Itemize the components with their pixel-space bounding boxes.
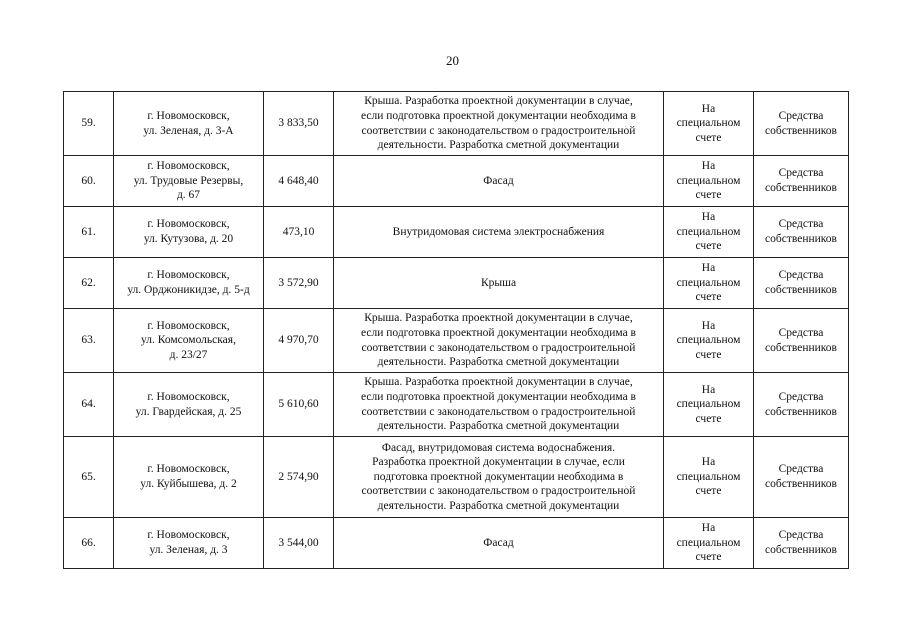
works-cell bbox=[334, 92, 664, 156]
row-number: 60. bbox=[64, 156, 114, 207]
account-cell-line: специальном bbox=[676, 334, 741, 347]
address-cell bbox=[114, 309, 264, 373]
works-cell-line: Фасад bbox=[483, 536, 514, 549]
funding-source-cell bbox=[754, 309, 849, 373]
account-cell bbox=[664, 92, 754, 156]
page-number: 20 bbox=[446, 53, 459, 68]
funding-source-cell-line: Средства bbox=[778, 269, 824, 282]
works-cell-line: соответствии с законодательством о градостроительной bbox=[361, 485, 636, 498]
address-cell-line: г. Новомосковск, bbox=[147, 160, 230, 173]
amount-cell: 4 648,40 bbox=[264, 156, 334, 207]
account-cell-line: специальном bbox=[676, 398, 741, 411]
works-cell-line: Крыша. Разработка проектной документации в случае, bbox=[364, 376, 633, 389]
table-body bbox=[64, 92, 849, 569]
funding-source-cell bbox=[754, 156, 849, 207]
account-cell bbox=[664, 437, 754, 518]
funding-source-cell-line: собственников bbox=[765, 182, 837, 194]
funding-source-cell-line: Средства bbox=[778, 167, 824, 180]
account-cell-line: На bbox=[701, 456, 716, 469]
address-cell bbox=[114, 518, 264, 569]
address-cell bbox=[114, 92, 264, 156]
works-cell bbox=[334, 207, 664, 258]
address-cell-line: г. Новомосковск, bbox=[147, 319, 230, 332]
row-number: 62. bbox=[64, 258, 114, 309]
works-cell bbox=[334, 373, 664, 437]
table-row bbox=[64, 156, 849, 207]
account-cell-line: счете bbox=[695, 291, 722, 304]
works-cell bbox=[334, 437, 664, 518]
works-cell bbox=[334, 258, 664, 309]
works-cell-line: деятельности. Разработка сметной документации bbox=[377, 499, 620, 512]
account-cell bbox=[664, 156, 754, 207]
row-number: 59. bbox=[64, 92, 114, 156]
address-cell-line: ул. Куйбышева, д. 2 bbox=[140, 478, 237, 490]
funding-source-cell bbox=[754, 518, 849, 569]
table-row bbox=[64, 258, 849, 309]
funding-source-cell-line: собственников bbox=[765, 478, 837, 490]
works-cell-line: Крыша. Разработка проектной документации в случае, bbox=[364, 95, 633, 108]
row-number: 65. bbox=[64, 437, 114, 518]
account-cell-line: счете bbox=[695, 131, 722, 144]
address-cell-line: ул. Трудовые Резервы, bbox=[133, 174, 244, 187]
account-cell bbox=[664, 207, 754, 258]
works-table bbox=[63, 91, 849, 569]
amount-cell: 4 970,70 bbox=[264, 309, 334, 373]
amount-cell: 2 574,90 bbox=[264, 437, 334, 518]
funding-source-cell bbox=[754, 373, 849, 437]
address-cell bbox=[114, 258, 264, 309]
account-cell-line: специальном bbox=[676, 276, 741, 289]
address-cell-line: ул. Гвардейская, д. 25 bbox=[135, 405, 242, 418]
account-cell-line: На bbox=[701, 102, 716, 115]
row-number: 64. bbox=[64, 373, 114, 437]
account-cell bbox=[664, 309, 754, 373]
account-cell-line: На bbox=[701, 262, 716, 275]
funding-source-cell-line: Средства bbox=[778, 109, 824, 122]
account-cell-line: счете bbox=[695, 485, 722, 498]
works-cell-line: если подготовка проектной документации необходима в bbox=[361, 390, 636, 403]
funding-source-cell bbox=[754, 258, 849, 309]
table-row bbox=[64, 207, 849, 258]
works-cell-line: Внутридомовая система электроснабжения bbox=[392, 225, 605, 238]
account-cell-line: счете bbox=[695, 348, 722, 361]
table-row bbox=[64, 92, 849, 156]
account-cell-line: специальном bbox=[676, 225, 741, 238]
funding-source-cell bbox=[754, 207, 849, 258]
funding-source-cell-line: собственников bbox=[765, 124, 837, 137]
account-cell-line: счете bbox=[695, 189, 722, 202]
amount-cell: 3 833,50 bbox=[264, 92, 334, 156]
funding-source-cell-line: собственников bbox=[765, 233, 837, 245]
funding-source-cell-line: собственников bbox=[765, 284, 837, 296]
works-cell-line: Крыша bbox=[480, 276, 517, 289]
funding-source-cell-line: Средства bbox=[778, 463, 824, 476]
works-cell-line: подготовка проектной документации необходима в bbox=[373, 470, 624, 483]
row-number: 61. bbox=[64, 207, 114, 258]
account-cell-line: На bbox=[701, 160, 716, 173]
works-cell-line: Крыша. Разработка проектной документации в случае, bbox=[364, 312, 633, 325]
works-cell bbox=[334, 518, 664, 569]
address-cell-line: ул. Кутузова, д. 20 bbox=[143, 233, 234, 245]
works-cell-line: соответствии с законодательством о градостроительной bbox=[361, 124, 636, 137]
funding-source-cell-line: собственников bbox=[765, 405, 837, 418]
row-number: 66. bbox=[64, 518, 114, 569]
table-row bbox=[64, 437, 849, 518]
funding-source-cell bbox=[754, 92, 849, 156]
account-cell-line: На bbox=[701, 383, 716, 396]
address-cell-line: д. 23/27 bbox=[169, 348, 208, 361]
account-cell-line: специальном bbox=[676, 117, 741, 130]
account-cell-line: счете bbox=[695, 551, 722, 564]
funding-source-cell-line: Средства bbox=[778, 326, 824, 339]
address-cell-line: ул. Комсомольская, bbox=[141, 334, 236, 347]
account-cell-line: специальном bbox=[676, 536, 741, 549]
account-cell-line: На bbox=[701, 319, 716, 332]
account-cell-line: специальном bbox=[676, 174, 741, 187]
works-cell-line: соответствии с законодательством о градостроительной bbox=[361, 405, 636, 418]
funding-source-cell-line: собственников bbox=[765, 544, 837, 556]
account-cell-line: специальном bbox=[676, 470, 741, 483]
account-cell bbox=[664, 373, 754, 437]
works-cell bbox=[334, 156, 664, 207]
address-cell-line: г. Новомосковск, bbox=[147, 463, 230, 476]
works-cell bbox=[334, 309, 664, 373]
funding-source-cell-line: Средства bbox=[778, 390, 824, 403]
table-row bbox=[64, 309, 849, 373]
account-cell-line: На bbox=[701, 522, 716, 535]
address-cell-line: ул. Орджоникидзе, д. 5-д bbox=[127, 284, 250, 296]
table-row bbox=[64, 373, 849, 437]
amount-cell: 5 610,60 bbox=[264, 373, 334, 437]
works-cell-line: деятельности. Разработка сметной документации bbox=[377, 420, 620, 433]
works-cell-line: если подготовка проектной документации необходима в bbox=[361, 326, 636, 339]
address-cell-line: д. 67 bbox=[176, 189, 201, 202]
funding-source-cell-line: Средства bbox=[778, 529, 824, 542]
funding-source-cell-line: собственников bbox=[765, 341, 837, 354]
amount-cell: 3 572,90 bbox=[264, 258, 334, 309]
funding-source-cell-line: Средства bbox=[778, 218, 824, 231]
address-cell bbox=[114, 373, 264, 437]
works-cell-line: Фасад, внутридомовая система водоснабжения. bbox=[381, 441, 616, 454]
table-row bbox=[64, 518, 849, 569]
amount-cell: 473,10 bbox=[264, 207, 334, 258]
address-cell-line: г. Новомосковск, bbox=[147, 218, 230, 231]
works-cell-line: Фасад bbox=[483, 174, 514, 187]
address-cell-line: ул. Зеленая, д. 3-А bbox=[143, 124, 234, 137]
works-cell-line: Разработка проектной документации в случае, если bbox=[372, 456, 625, 469]
address-cell-line: г. Новомосковск, bbox=[147, 269, 230, 282]
account-cell bbox=[664, 258, 754, 309]
address-cell-line: г. Новомосковск, bbox=[147, 390, 230, 403]
funding-source-cell bbox=[754, 437, 849, 518]
works-cell-line: деятельности. Разработка сметной документации bbox=[377, 356, 620, 369]
row-number: 63. bbox=[64, 309, 114, 373]
address-cell-line: ул. Зеленая, д. 3 bbox=[149, 544, 228, 556]
address-cell bbox=[114, 207, 264, 258]
address-cell-line: г. Новомосковск, bbox=[147, 529, 230, 542]
works-cell-line: соответствии с законодательством о градостроительной bbox=[361, 341, 636, 354]
address-cell bbox=[114, 156, 264, 207]
address-cell bbox=[114, 437, 264, 518]
address-cell-line: г. Новомосковск, bbox=[147, 109, 230, 122]
works-cell-line: деятельности. Разработка сметной документации bbox=[377, 139, 620, 152]
account-cell-line: счете bbox=[695, 240, 722, 253]
account-cell-line: На bbox=[701, 211, 716, 224]
account-cell bbox=[664, 518, 754, 569]
works-cell-line: если подготовка проектной документации необходима в bbox=[361, 109, 636, 122]
amount-cell: 3 544,00 bbox=[264, 518, 334, 569]
account-cell-line: счете bbox=[695, 412, 722, 425]
